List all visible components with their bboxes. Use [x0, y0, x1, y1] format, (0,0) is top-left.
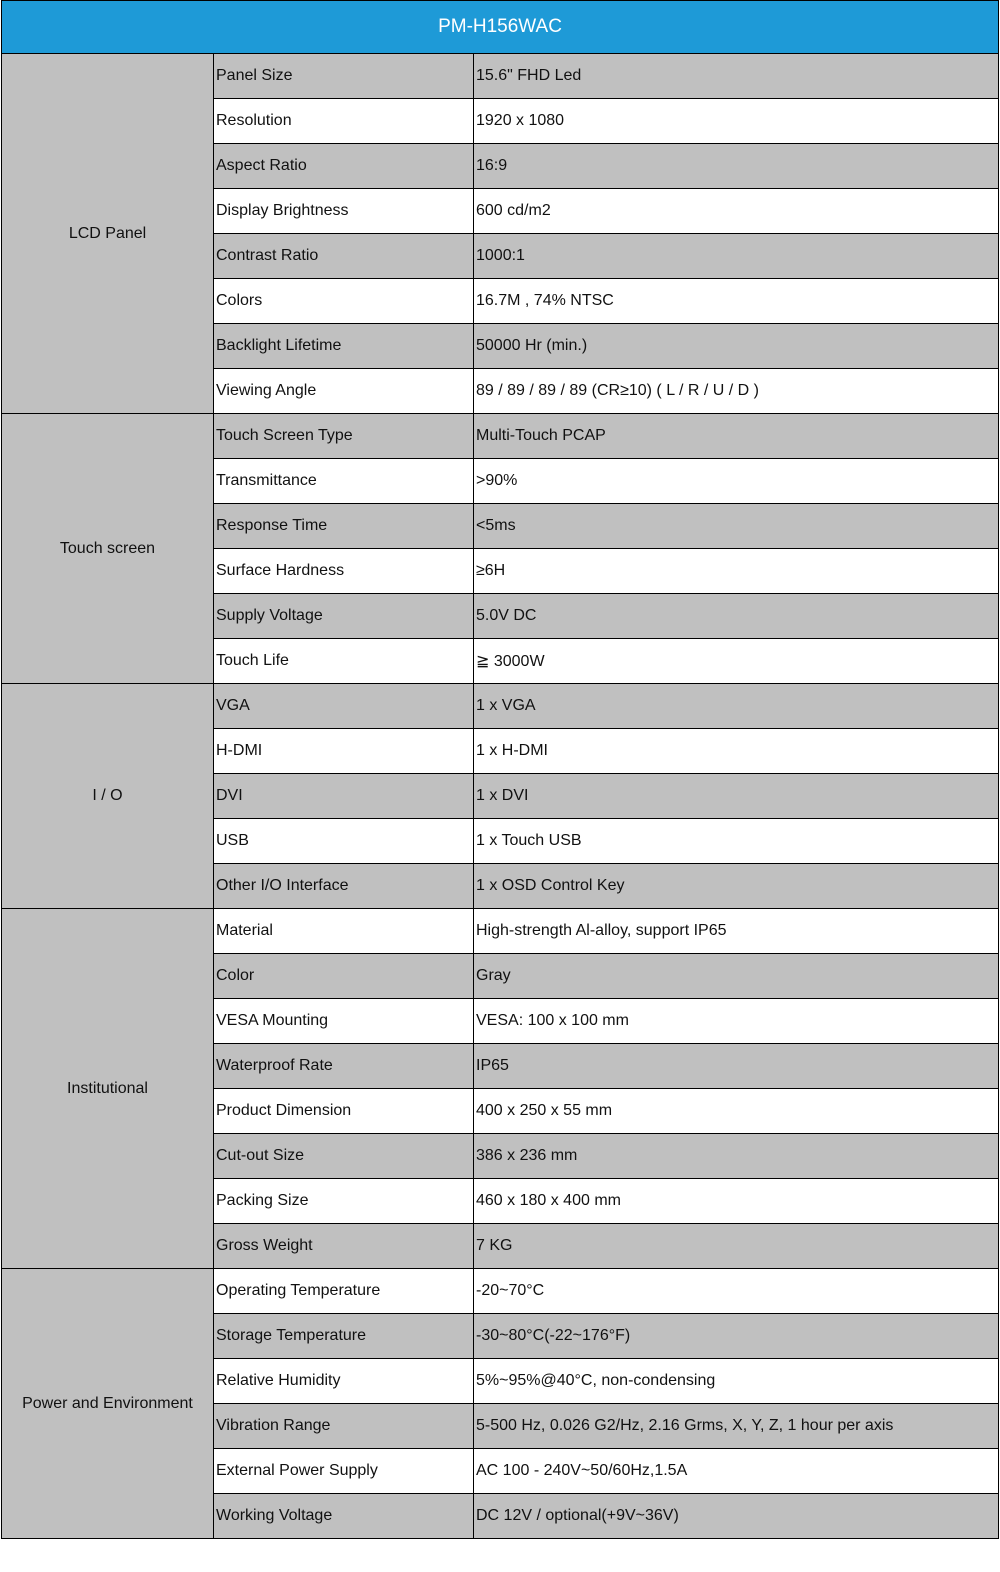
spec-label: Colors: [214, 279, 474, 324]
spec-label: Relative Humidity: [214, 1359, 474, 1404]
spec-value: 400 x 250 x 55 mm: [474, 1089, 999, 1134]
spec-label: Working Voltage: [214, 1494, 474, 1539]
spec-label: Vibration Range: [214, 1404, 474, 1449]
spec-label: Material: [214, 909, 474, 954]
spec-label: Contrast Ratio: [214, 234, 474, 279]
spec-value: 1000:1: [474, 234, 999, 279]
spec-label: Cut-out Size: [214, 1134, 474, 1179]
spec-value: 15.6" FHD Led: [474, 54, 999, 99]
category-cell: I / O: [2, 684, 214, 909]
spec-value: ≥6H: [474, 549, 999, 594]
spec-label: Other I/O Interface: [214, 864, 474, 909]
spec-label: Touch Life: [214, 639, 474, 684]
spec-value: ≧ 3000W: [474, 639, 999, 684]
spec-label: USB: [214, 819, 474, 864]
spec-label: Panel Size: [214, 54, 474, 99]
product-title: PM-H156WAC: [2, 1, 999, 54]
spec-value: Multi-Touch PCAP: [474, 414, 999, 459]
spec-value: Gray: [474, 954, 999, 999]
category-cell: Touch screen: [2, 414, 214, 684]
spec-value: 600 cd/m2: [474, 189, 999, 234]
category-cell: Power and Environment: [2, 1269, 214, 1539]
spec-label: Supply Voltage: [214, 594, 474, 639]
title-row: [2, 1, 999, 54]
spec-label: External Power Supply: [214, 1449, 474, 1494]
category-cell: LCD Panel: [2, 54, 214, 414]
spec-value: <5ms: [474, 504, 999, 549]
spec-value: IP65: [474, 1044, 999, 1089]
spec-row: [2, 684, 999, 729]
spec-value: 5-500 Hz, 0.026 G2/Hz, 2.16 Grms, X, Y, Z, 1 hour per axis: [474, 1404, 999, 1449]
spec-label: Color: [214, 954, 474, 999]
spec-label: Touch Screen Type: [214, 414, 474, 459]
spec-label: Response Time: [214, 504, 474, 549]
spec-value: 1 x VGA: [474, 684, 999, 729]
spec-label: Surface Hardness: [214, 549, 474, 594]
spec-label: Operating Temperature: [214, 1269, 474, 1314]
spec-row: [2, 909, 999, 954]
spec-label: Waterproof Rate: [214, 1044, 474, 1089]
spec-label: VGA: [214, 684, 474, 729]
spec-label: Storage Temperature: [214, 1314, 474, 1359]
spec-value: >90%: [474, 459, 999, 504]
spec-label: Backlight Lifetime: [214, 324, 474, 369]
spec-label: Aspect Ratio: [214, 144, 474, 189]
spec-value: 1920 x 1080: [474, 99, 999, 144]
spec-value: 7 KG: [474, 1224, 999, 1269]
spec-value: 16:9: [474, 144, 999, 189]
spec-value: 89 / 89 / 89 / 89 (CR≥10) ( L / R / U / D ): [474, 369, 999, 414]
spec-value: 386 x 236 mm: [474, 1134, 999, 1179]
spec-label: Display Brightness: [214, 189, 474, 234]
spec-label: Resolution: [214, 99, 474, 144]
category-cell: Institutional: [2, 909, 214, 1269]
spec-label: Packing Size: [214, 1179, 474, 1224]
spec-label: Gross Weight: [214, 1224, 474, 1269]
spec-value: 1 x DVI: [474, 774, 999, 819]
spec-row: [2, 414, 999, 459]
spec-label: DVI: [214, 774, 474, 819]
spec-value: AC 100 - 240V~50/60Hz,1.5A: [474, 1449, 999, 1494]
spec-value: VESA: 100 x 100 mm: [474, 999, 999, 1044]
spec-value: 1 x H-DMI: [474, 729, 999, 774]
spec-label: VESA Mounting: [214, 999, 474, 1044]
spec-value: 5.0V DC: [474, 594, 999, 639]
spec-value: High-strength Al-alloy, support IP65: [474, 909, 999, 954]
spec-label: Transmittance: [214, 459, 474, 504]
spec-value: DC 12V / optional(+9V~36V): [474, 1494, 999, 1539]
spec-value: 16.7M , 74% NTSC: [474, 279, 999, 324]
spec-value: 1 x OSD Control Key: [474, 864, 999, 909]
spec-label: Product Dimension: [214, 1089, 474, 1134]
spec-value: -30~80°C(-22~176°F): [474, 1314, 999, 1359]
spec-row: [2, 54, 999, 99]
spec-value: -20~70°C: [474, 1269, 999, 1314]
spec-label: H-DMI: [214, 729, 474, 774]
spec-row: [2, 1269, 999, 1314]
spec-value: 1 x Touch USB: [474, 819, 999, 864]
spec-table: [1, 0, 999, 1539]
spec-value: 460 x 180 x 400 mm: [474, 1179, 999, 1224]
spec-value: 5%~95%@40°C, non-condensing: [474, 1359, 999, 1404]
spec-label: Viewing Angle: [214, 369, 474, 414]
spec-value: 50000 Hr (min.): [474, 324, 999, 369]
